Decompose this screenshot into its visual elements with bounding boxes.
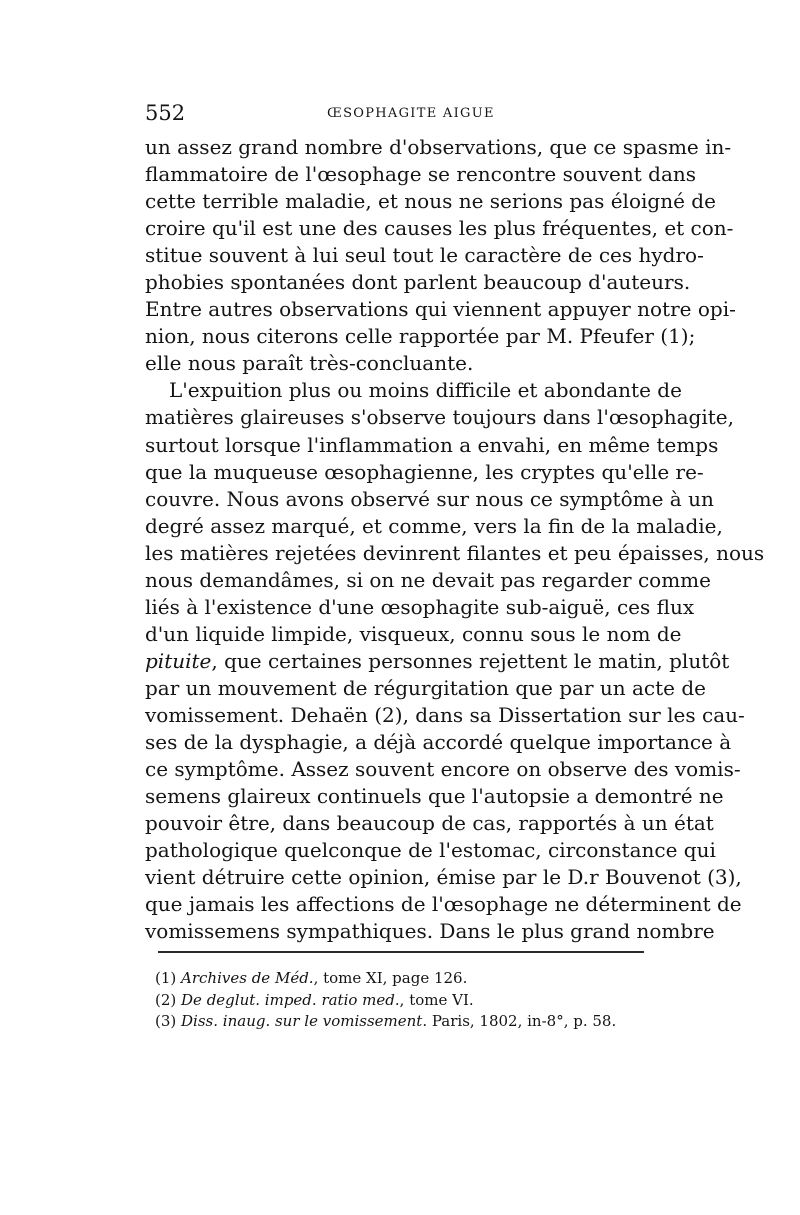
text-line: stitue souvent à lui seul tout le caractère de ces hydro- [145, 243, 704, 268]
text-line: phobies spontanées dont parlent beaucoup d'auteurs. [145, 270, 691, 295]
paragraph-start-line: L'expuition plus ou moins difficile et abondante de [169, 378, 682, 403]
text-line-rest: , que certaines personnes rejettent le matin, plutôt [211, 648, 730, 673]
footnotes [155, 968, 655, 1033]
footnote-marker: (3) [155, 1012, 177, 1030]
running-title: ŒSOPHAGITE AIGUE [327, 106, 495, 121]
text-line: degré assez marqué, et comme, vers la fin de la maladie, [145, 513, 723, 538]
italic-word-pituite: pituite [145, 648, 212, 673]
text-line: elle nous paraît très-concluante. [145, 351, 474, 376]
text-line: les matières rejetées devinrent filantes et peu épaisses, nous [145, 540, 765, 565]
text-line: un assez grand nombre d'observations, que ce spasme in- [145, 135, 732, 159]
text-line: vient détruire cette opinion, émise par le D.r Bouvenot (3), [145, 865, 742, 890]
footnote-3 [155, 1011, 655, 1033]
footnote-reference: Paris, 1802, in-8°, p. 58. [427, 1012, 617, 1030]
page-number: 552 [145, 101, 186, 125]
footnote-marker: (1) [155, 969, 177, 987]
footnote-1 [155, 968, 655, 990]
text-line: vomissemens sympathiques. Dans le plus grand nombre [145, 919, 715, 944]
footnote-title: Archives de Méd. [181, 969, 314, 987]
footnote-2 [155, 990, 655, 1012]
text-line: nous demandâmes, si on ne devait pas regarder comme [145, 567, 711, 592]
body-text [145, 134, 765, 945]
text-line: surtout lorsque l'inflammation a envahi, en même temps [145, 432, 719, 457]
text-line: vomissement. Dehaën (2), dans sa Dissertation sur les cau- [145, 702, 745, 727]
text-line: croire qu'il est une des causes les plus fréquentes, et con- [145, 216, 734, 241]
text-line: semens glaireux continuels que l'autopsie a demontré ne [145, 784, 724, 809]
footnote-divider [158, 951, 644, 953]
footnote-title: De deglut. imped. ratio med. [181, 990, 400, 1009]
text-line: cette terrible maladie, et nous ne serions pas éloigné de [145, 189, 716, 214]
text-line: d'un liquide limpide, visqueux, connu sous le nom de [145, 621, 682, 646]
text-line: flammatoire de l'œsophage se rencontre souvent dans [145, 162, 697, 187]
text-line: ses de la dysphagie, a déjà accordé quelque importance à [145, 730, 732, 755]
text-line: par un mouvement de régurgitation que par un acte de [145, 675, 707, 700]
page-header [145, 98, 655, 128]
text-line: Entre autres observations qui viennent appuyer notre opi- [145, 297, 736, 322]
footnote-reference: , tome XI, page 126. [313, 969, 468, 987]
text-line: liés à l'existence d'une œsophagite sub-aiguë, ces flux [145, 594, 695, 619]
text-line: matières glaireuses s'observe toujours dans l'œsophagite, [145, 405, 734, 430]
text-line: ce symptôme. Assez souvent encore on observe des vomis- [145, 757, 741, 782]
text-line: que jamais les affections de l'œsophage ne déterminent de [145, 892, 742, 917]
text-line: nion, nous citerons celle rapportée par M. Pfeufer (1); [145, 324, 696, 349]
text-line-pituite [145, 648, 730, 675]
footnote-title: Diss. inaug. sur le vomissement. [181, 1012, 428, 1030]
footnote-marker: (2) [155, 990, 177, 1009]
text-line: couvre. Nous avons observé sur nous ce symptôme à un [145, 486, 714, 511]
footnote-reference: , tome VI. [399, 990, 474, 1009]
text-line: pathologique quelconque de l'estomac, circonstance qui [145, 838, 716, 863]
text-line: pouvoir être, dans beaucoup de cas, rapportés à un état [145, 811, 714, 836]
text-line: que la muqueuse œsophagienne, les cryptes qu'elle re- [145, 459, 704, 484]
